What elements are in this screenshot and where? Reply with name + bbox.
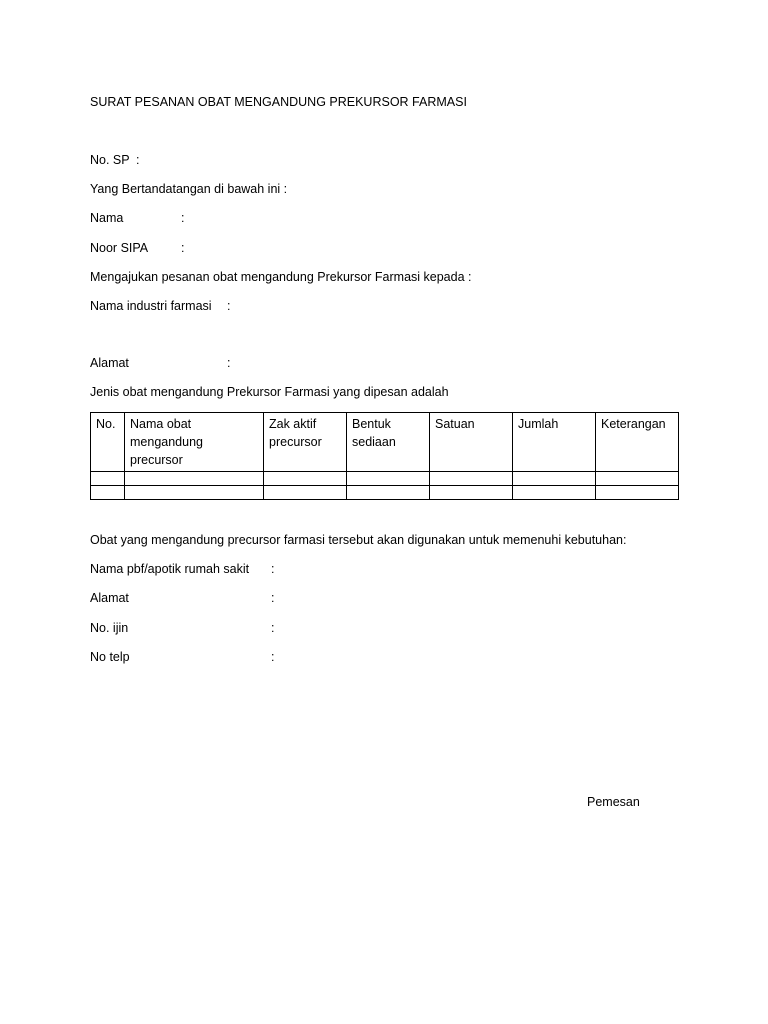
table-cell[interactable]: [596, 472, 679, 486]
nama-label: Nama: [90, 211, 124, 225]
alamat-bottom-label: Alamat: [90, 591, 129, 605]
intro-text: Yang Bertandatangan di bawah ini :: [90, 182, 288, 196]
table-header-row: [91, 413, 679, 472]
order-table: [90, 412, 679, 500]
mengajukan-text: Mengajukan pesanan obat mengandung Prekursor Farmasi kepada :: [90, 270, 472, 284]
table-cell[interactable]: [91, 472, 125, 486]
no-telp-colon: :: [271, 650, 275, 664]
signature-label: Pemesan: [587, 795, 640, 809]
no-sp-colon: :: [136, 153, 140, 167]
table-cell[interactable]: [596, 486, 679, 500]
nama-colon: :: [181, 211, 185, 225]
table-cell[interactable]: [125, 472, 264, 486]
header-nama-obat: Nama obat mengandung precursor: [125, 413, 264, 472]
table-cell[interactable]: [347, 472, 430, 486]
table-cell[interactable]: [430, 472, 513, 486]
no-sp-label: No. SP: [90, 153, 130, 167]
header-keterangan: Keterangan: [596, 413, 679, 472]
header-no: No.: [91, 413, 125, 472]
table-cell[interactable]: [513, 472, 596, 486]
header-bentuk-sediaan: Bentuk sediaan: [347, 413, 430, 472]
noor-sipa-label: Noor SIPA: [90, 241, 149, 255]
table-cell[interactable]: [125, 486, 264, 500]
header-zak-aktif: Zak aktif precursor: [264, 413, 347, 472]
table-cell[interactable]: [91, 486, 125, 500]
alamat-colon: :: [227, 356, 231, 370]
noor-sipa-colon: :: [181, 241, 185, 255]
table-cell[interactable]: [513, 486, 596, 500]
industri-colon: :: [227, 299, 231, 313]
purpose-text: Obat yang mengandung precursor farmasi tersebut akan digunakan untuk memenuhi kebutuhan:: [90, 533, 627, 547]
table-cell[interactable]: [347, 486, 430, 500]
no-ijin-colon: :: [271, 621, 275, 635]
table-row: [91, 472, 679, 486]
table-cell[interactable]: [430, 486, 513, 500]
no-telp-label: No telp: [90, 650, 130, 664]
table-row: [91, 486, 679, 500]
nama-pbf-label: Nama pbf/apotik rumah sakit: [90, 562, 250, 576]
table-cell[interactable]: [264, 486, 347, 500]
no-ijin-label: No. ijin: [90, 621, 129, 635]
nama-pbf-colon: :: [271, 562, 275, 576]
jenis-text: Jenis obat mengandung Prekursor Farmasi yang dipesan adalah: [90, 385, 449, 399]
alamat-label: Alamat: [90, 356, 129, 370]
header-jumlah: Jumlah: [513, 413, 596, 472]
alamat-bottom-colon: :: [271, 591, 275, 605]
document-title: SURAT PESANAN OBAT MENGANDUNG PREKURSOR FARMASI: [90, 95, 467, 109]
industri-label: Nama industri farmasi: [90, 299, 212, 313]
table-cell[interactable]: [264, 472, 347, 486]
header-satuan: Satuan: [430, 413, 513, 472]
